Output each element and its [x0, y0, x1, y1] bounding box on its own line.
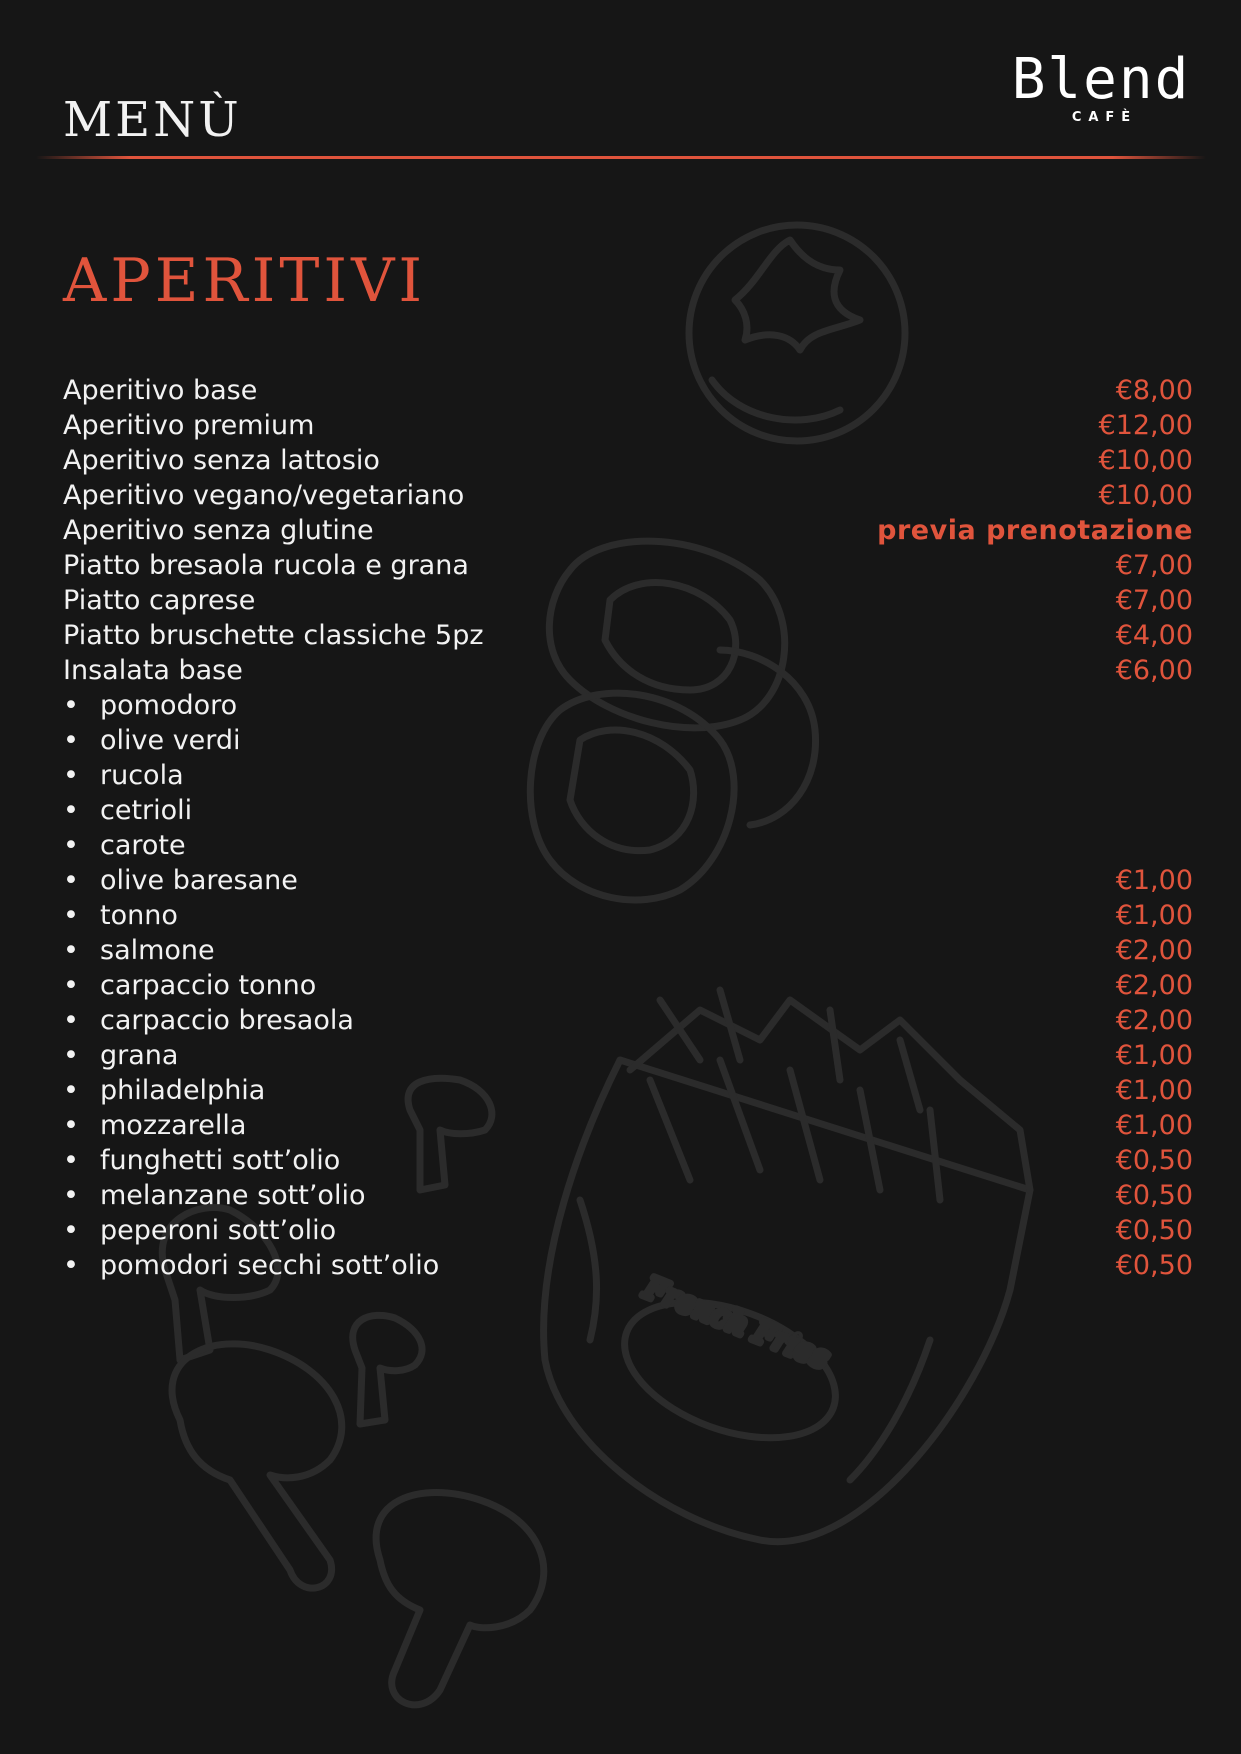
- menu-item-label: olive baresane: [100, 865, 298, 896]
- bullet-icon: •: [63, 1215, 79, 1246]
- menu-item: [63, 515, 1193, 550]
- menu-item: [63, 970, 1193, 1005]
- bullet-icon: •: [63, 1005, 79, 1036]
- menu-item: [63, 550, 1193, 585]
- menu-item-price: €6,00: [1115, 655, 1193, 686]
- menu-item-label: pomodori secchi sott’olio: [100, 1250, 440, 1281]
- menu-item-name: [63, 1075, 265, 1106]
- menu-item-label: pomodoro: [100, 690, 238, 721]
- menu-item: [63, 795, 1193, 830]
- menu-item: [63, 1145, 1193, 1180]
- menu-item-label: melanzane sott’olio: [100, 1180, 366, 1211]
- menu-item-label: peperoni sott’olio: [100, 1215, 337, 1246]
- menu-item-name: [63, 1145, 340, 1176]
- menu-item-label: salmone: [100, 935, 215, 966]
- brand-name: Blend: [1011, 47, 1191, 112]
- bullet-icon: •: [63, 865, 79, 896]
- menu-item: [63, 760, 1193, 795]
- menu-item: [63, 375, 1193, 410]
- menu-item-name: [63, 970, 316, 1001]
- menu-item-label: olive verdi: [100, 725, 241, 756]
- menu-item-price: €10,00: [1098, 480, 1193, 511]
- menu-item-name: [63, 795, 192, 826]
- bullet-icon: •: [63, 795, 79, 826]
- menu-item-price: €7,00: [1115, 585, 1193, 616]
- menu-item-label: carote: [100, 830, 186, 861]
- menu-item-name: [63, 900, 178, 931]
- menu-item-name: [63, 620, 484, 651]
- menu-item: [63, 690, 1193, 725]
- menu-item: [63, 410, 1193, 445]
- menu-item-label: Insalata base: [63, 655, 243, 686]
- menu-item-name: [63, 1215, 336, 1246]
- menu-item-price: €0,50: [1115, 1145, 1193, 1176]
- menu-item-price: €1,00: [1115, 865, 1193, 896]
- menu-item: [63, 1180, 1193, 1215]
- bullet-icon: •: [63, 1040, 79, 1071]
- menu-item-name: [63, 550, 469, 581]
- menu-item-label: mozzarella: [100, 1110, 247, 1141]
- menu-item-name: [63, 375, 257, 406]
- menu-item-price: €1,00: [1115, 1110, 1193, 1141]
- bullet-icon: •: [63, 1180, 79, 1211]
- menu-item-price: €8,00: [1115, 375, 1193, 406]
- menu-item-label: Aperitivo base: [63, 375, 258, 406]
- menu-item-price: €2,00: [1115, 970, 1193, 1001]
- menu-item-price: €7,00: [1115, 550, 1193, 581]
- menu-item-price: €1,00: [1115, 900, 1193, 931]
- menu-item-price: €12,00: [1098, 410, 1193, 441]
- menu-item-price: €1,00: [1115, 1040, 1193, 1071]
- header-divider: [36, 156, 1206, 159]
- menu-item-name: [63, 865, 298, 896]
- menu-item-name: [63, 480, 464, 511]
- bullet-icon: •: [63, 1250, 79, 1281]
- menu-item: [63, 900, 1193, 935]
- bullet-icon: •: [63, 760, 79, 791]
- menu-item-price: €0,50: [1115, 1250, 1193, 1281]
- bullet-icon: •: [63, 935, 79, 966]
- menu-item-name: [63, 410, 314, 441]
- bullet-icon: •: [63, 1145, 79, 1176]
- menu-item: [63, 830, 1193, 865]
- menu-item-name: [63, 445, 380, 476]
- menu-item-label: Piatto bruschette classiche 5pz: [63, 620, 484, 651]
- menu-item: [63, 585, 1193, 620]
- bullet-icon: •: [63, 690, 79, 721]
- bullet-icon: •: [63, 970, 79, 1001]
- menu-item-label: Aperitivo senza lattosio: [63, 445, 380, 476]
- menu-item-name: [63, 1040, 178, 1071]
- menu-item: [63, 480, 1193, 515]
- menu-item-name: [63, 1180, 365, 1211]
- menu-item-name: [63, 725, 241, 756]
- menu-item: [63, 655, 1193, 690]
- menu-item: [63, 1215, 1193, 1250]
- menu-item: [63, 725, 1193, 760]
- menu-item-price: €2,00: [1115, 935, 1193, 966]
- menu-item-name: [63, 655, 243, 686]
- menu-item: [63, 1005, 1193, 1040]
- menu-item-label: Piatto bresaola rucola e grana: [63, 550, 469, 581]
- bullet-icon: •: [63, 1075, 79, 1106]
- menu-item-label: funghetti sott’olio: [100, 1145, 341, 1176]
- bullet-icon: •: [63, 830, 79, 861]
- menu-item-price: €10,00: [1098, 445, 1193, 476]
- menu-item-price: €2,00: [1115, 1005, 1193, 1036]
- menu-item-label: carpaccio bresaola: [100, 1005, 354, 1036]
- menu-item-name: [63, 690, 237, 721]
- menu-item-name: [63, 515, 374, 546]
- menu-item-name: [63, 1005, 354, 1036]
- menu-item-label: grana: [100, 1040, 179, 1071]
- menu-item: [63, 1075, 1193, 1110]
- menu-item-label: Aperitivo vegano/vegetariano: [63, 480, 465, 511]
- menu-item-name: [63, 935, 215, 966]
- section-title: APERITIVI: [63, 246, 427, 316]
- menu-items-list: [63, 375, 1193, 1285]
- bullet-icon: •: [63, 725, 79, 756]
- menu-item-name: [63, 585, 255, 616]
- menu-item: [63, 1110, 1193, 1145]
- menu-item-name: [63, 1110, 246, 1141]
- menu-item: [63, 1250, 1193, 1285]
- menu-item-price: €0,50: [1115, 1180, 1193, 1211]
- menu-item-label: Aperitivo senza glutine: [63, 515, 374, 546]
- menu-item: [63, 445, 1193, 480]
- reservation-note: previa prenotazione: [877, 515, 1193, 546]
- menu-item-name: [63, 760, 184, 791]
- menu-item-label: rucola: [100, 760, 184, 791]
- menu-item-name: [63, 830, 186, 861]
- page-title: MENÙ: [63, 92, 242, 148]
- menu-item: [63, 935, 1193, 970]
- bullet-icon: •: [63, 900, 79, 931]
- brand-logo: [1010, 47, 1192, 125]
- menu-item-name: [63, 1250, 439, 1281]
- menu-item-label: philadelphia: [100, 1075, 266, 1106]
- menu-item-label: cetrioli: [100, 795, 193, 826]
- fries-label: French Fries: [639, 1270, 834, 1377]
- menu-item-price: €0,50: [1115, 1215, 1193, 1246]
- menu-item-price: €1,00: [1115, 1075, 1193, 1106]
- brand-subtitle: CAFÈ: [1071, 110, 1138, 125]
- menu-item-label: tonno: [100, 900, 178, 931]
- menu-item-label: Aperitivo premium: [63, 410, 315, 441]
- menu-item-label: Piatto caprese: [63, 585, 256, 616]
- menu-item: [63, 865, 1193, 900]
- menu-item-label: carpaccio tonno: [100, 970, 317, 1001]
- bullet-icon: •: [63, 1110, 79, 1141]
- menu-item: [63, 1040, 1193, 1075]
- menu-item: [63, 620, 1193, 655]
- menu-item-price: €4,00: [1115, 620, 1193, 651]
